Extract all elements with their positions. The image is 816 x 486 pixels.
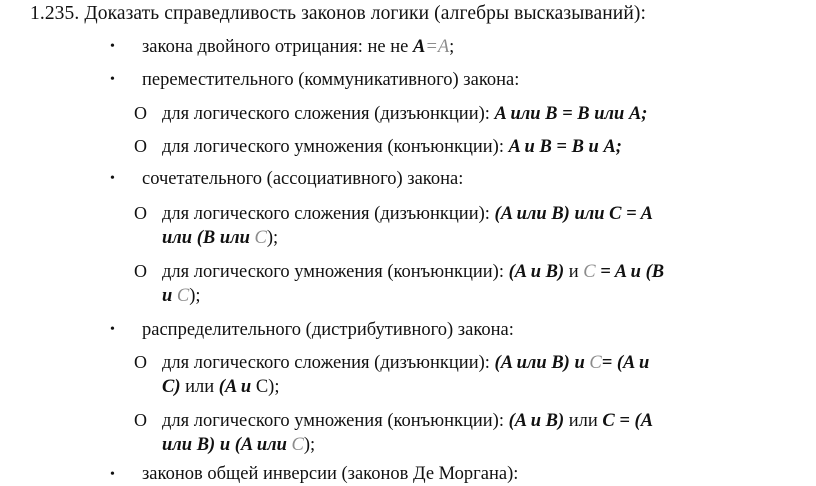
sub-marker: O (134, 261, 147, 281)
law-associative: сочетательного (ассоциативного) закона: (142, 169, 464, 189)
distributive-disjunction: для логического сложения (дизъюнкции): (A или B) и C= (A и (162, 353, 650, 373)
associative-conjunction-cont: и C); (162, 286, 201, 306)
associative-conjunction: для логического умножения (конъюнкции): (A и B) и C = A и (B (162, 262, 665, 282)
associative-disjunction-cont: или (B или C); (162, 228, 279, 248)
bullet: • (110, 467, 115, 482)
bullet: • (110, 322, 115, 337)
bullet: • (110, 171, 115, 186)
distributive-disjunction-cont: C) или (A и C); (162, 377, 280, 397)
associative-disjunction: для логического сложения (дизъюнкции): (A или B) или C = A (162, 204, 653, 224)
sub-marker: O (134, 410, 147, 430)
sub-marker: O (134, 136, 147, 156)
distributive-conjunction: для логического умножения (конъюнкции): (A и B) или C = (A (162, 411, 654, 431)
law-commutative: переместительного (коммуникативного) закона: (142, 70, 520, 90)
commutative-disjunction: для логического сложения (дизъюнкции): A или B = B или A; (162, 104, 648, 124)
bullet: • (110, 72, 115, 87)
law-distributive: распределительного (дистрибутивного) закона: (142, 320, 514, 340)
problem-title: 1.235. Доказать справедливость законов логики (алгебры высказываний): (30, 3, 646, 24)
sub-marker: O (134, 203, 147, 223)
sub-marker: O (134, 103, 147, 123)
distributive-conjunction-cont: или B) и (A или C); (162, 435, 316, 455)
bullet: • (110, 39, 115, 54)
law-de-morgan: законов общей инверсии (законов Де Моргана): (142, 464, 519, 484)
law-double-negation: закона двойного отрицания: не не A=A; (142, 37, 455, 57)
sub-marker: O (134, 352, 147, 372)
commutative-conjunction: для логического умножения (конъюнкции): A и B = B и A; (162, 137, 622, 157)
